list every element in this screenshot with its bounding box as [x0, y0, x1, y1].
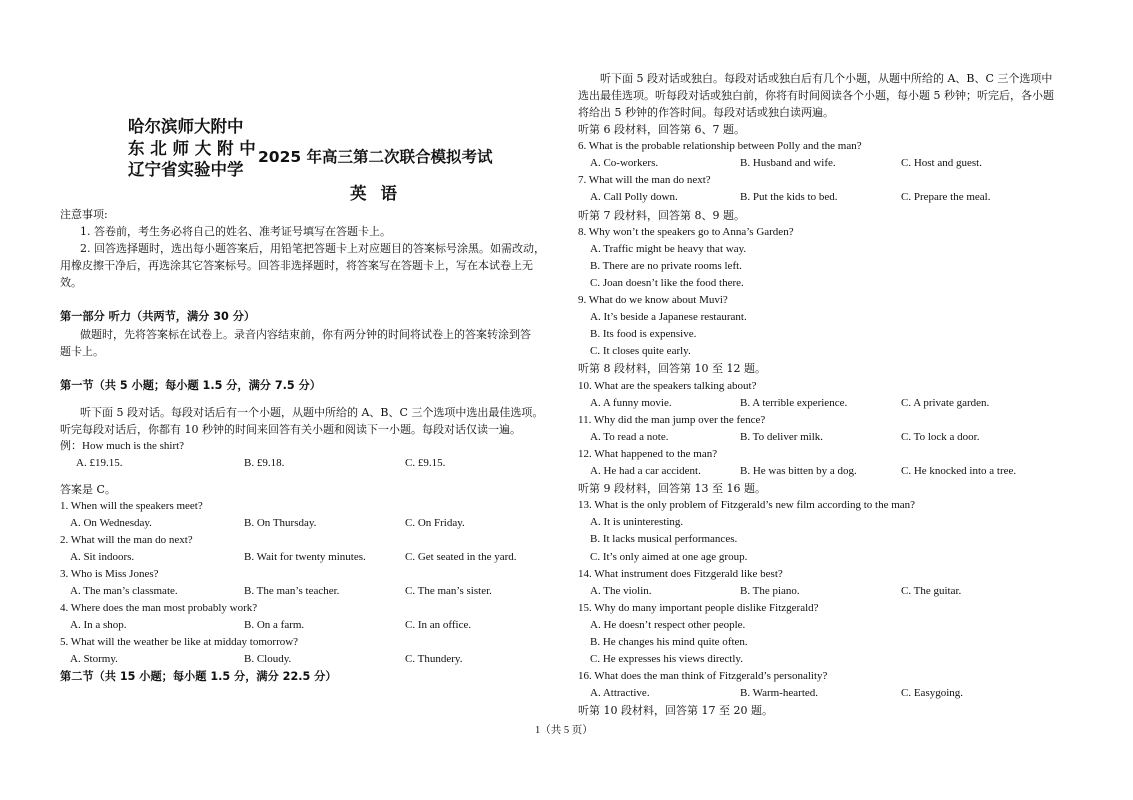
question-option: A. Co-workers. [590, 157, 659, 170]
question-option: C. The guitar. [901, 584, 962, 597]
question-option: A. Sit indoors. [70, 551, 135, 563]
question-option: C. A private garden. [901, 396, 990, 409]
question-stem: 11. Why did the man jump over the fence? [578, 413, 766, 426]
notice-item: 1. 答卷前，考生务必将自己的姓名、准考证号填写在答题卡上。 [80, 225, 391, 238]
example-answer: 答案是 C。 [60, 483, 116, 496]
section1-intro: 听完每段对话后，你都有 10 秒钟的时间来回答有关小题和阅读下一小题。每段对话仅读一遍。 [60, 423, 521, 436]
question-option: A. Call Polly down. [590, 191, 678, 204]
page-number: 1（共 5 页） [535, 725, 593, 736]
school-name: 哈尔滨师大附中 [128, 117, 244, 136]
question-option: A. In a shop. [70, 619, 127, 631]
question-stem: 9. What do we know about Muvi? [578, 294, 728, 306]
question-option: C. On Friday. [405, 517, 465, 529]
question-option: B. To deliver milk. [740, 430, 824, 443]
question-option: B. He changes his mind quite often. [590, 636, 748, 648]
question-option: A. It’s beside a Japanese restaurant. [590, 311, 747, 324]
notice-item: 效。 [60, 276, 82, 289]
question-option: C. It closes quite early. [590, 345, 691, 358]
question-stem: 16. What does the man think of Fitzgerald’s personality? [578, 670, 828, 683]
question-option: C. Get seated in the yard. [405, 551, 517, 563]
question-stem: 2. What will the man do next? [60, 534, 193, 546]
section-label: 听第 6 段材料，回答第 6、7 题。 [578, 123, 745, 136]
section1-heading: 第一节（共 5 小题；每小题 1.5 分，满分 7.5 分） [60, 379, 321, 392]
section2-intro: 选出最佳选项。听每段对话或独白前，你将有时间阅读各个小题，每小题 5 秒钟；听完后，各小题 [578, 89, 1054, 102]
question-stem: 3. Who is Miss Jones? [60, 568, 159, 580]
part1-intro: 题卡上。 [60, 345, 104, 358]
question-option: B. On Thursday. [244, 517, 317, 529]
question-option: C. Host and guest. [901, 157, 982, 170]
question-stem: 7. What will the man do next? [578, 174, 711, 187]
question-option: C. He knocked into a tree. [901, 465, 1017, 477]
exam-title: 2025 年高三第二次联合模拟考试 [258, 148, 493, 166]
question-option: C. The man’s sister. [405, 585, 492, 597]
section-label: 听第 9 段材料，回答第 13 至 16 题。 [578, 482, 766, 496]
question-option: A. The violin. [590, 584, 652, 597]
section-label: 听第 7 段材料，回答第 8、9 题。 [578, 208, 745, 222]
question-stem: 5. What will the weather be like at midday tomorrow? [60, 636, 299, 648]
question-option: A. Traffic might be heavy that way. [590, 242, 747, 255]
question-option: B. Its food is expensive. [590, 328, 697, 341]
part1-intro: 做题时，先将答案标在试卷上。录音内容结束前，你有两分钟的时间将试卷上的答案转涂到答 [80, 328, 531, 341]
question-option: A. Stormy. [70, 653, 118, 665]
notice-item: 2. 回答选择题时，选出每小题答案后，用铅笔把答题卡上对应题目的答案标号涂黑。如需改动， [80, 242, 545, 255]
question-stem: 4. Where does the man most probably work? [60, 602, 258, 614]
question-option: B. Wait for twenty minutes. [244, 551, 366, 563]
question-option: A. On Wednesday. [70, 517, 152, 529]
question-option: C. It’s only aimed at one age group. [590, 550, 748, 563]
question-option: A. Attractive. [590, 687, 650, 700]
question-option: A. A funny movie. [590, 396, 672, 409]
question-stem: 13. What is the only problem of Fitzgerald’s new film according to the man? [578, 499, 916, 512]
section-label: 听第 10 段材料，回答第 17 至 20 题。 [578, 704, 773, 718]
question-option: C. In an office. [405, 619, 472, 631]
school-name: 东 北 师 大 附 中 [128, 138, 256, 158]
example-question: 例：How much is the shirt? [60, 440, 185, 452]
question-option: A. He had a car accident. [590, 465, 701, 477]
question-option: A. He doesn’t respect other people. [590, 618, 746, 631]
question-option: A. To read a note. [590, 430, 669, 443]
question-option: B. Cloudy. [244, 653, 292, 665]
question-option: C. To lock a door. [901, 430, 980, 443]
example-option: C. £9.15. [405, 457, 446, 469]
section-label: 听第 8 段材料，回答第 10 至 12 题。 [578, 362, 766, 376]
question-option: B. There are no private rooms left. [590, 259, 742, 272]
question-option: C. Thundery. [405, 653, 463, 665]
question-option: B. Husband and wife. [740, 157, 836, 170]
section2-heading: 第二节（共 15 小题；每小题 1.5 分，满分 22.5 分） [60, 670, 337, 683]
question-option: A. The man’s classmate. [70, 585, 178, 597]
school-names [128, 116, 256, 181]
question-stem: 6. What is the probable relationship between Polly and the man? [578, 140, 862, 153]
question-option: C. Joan doesn’t like the food there. [590, 276, 744, 289]
question-option: C. Easygoing. [901, 687, 964, 700]
notice-item: 用橡皮擦干净后，再选涂其它答案标号。回答非选择题时，将答案写在答题卡上，写在本试卷上无 [60, 259, 533, 272]
example-option: B. £9.18. [244, 457, 285, 469]
question-option: B. On a farm. [244, 619, 305, 631]
section1-intro: 听下面 5 段对话。每段对话后有一个小题，从题中所给的 A、B、C 三个选项中选出最佳选项。 [80, 406, 544, 419]
question-stem: 14. What instrument does Fitzgerald like best? [578, 567, 783, 580]
question-stem: 12. What happened to the man? [578, 447, 718, 460]
question-stem: 8. Why won’t the speakers go to Anna’s Garden? [578, 225, 794, 238]
subject-title: 英语 [350, 184, 411, 203]
notice-heading: 注意事项: [60, 208, 108, 221]
question-option: B. A terrible experience. [740, 396, 848, 409]
section2-intro: 听下面 5 段对话或独白。每段对话或独白后有几个小题，从题中所给的 A、B、C 三个选项中 [600, 72, 1053, 85]
school-name: 辽宁省实验中学 [128, 160, 244, 179]
question-option: C. He expresses his views directly. [590, 653, 743, 666]
question-stem: 1. When will the speakers meet? [60, 500, 203, 512]
question-stem: 10. What are the speakers talking about? [578, 379, 757, 392]
part1-heading: 第一部分 听力（共两节，满分 30 分） [60, 310, 256, 323]
section2-intro: 将给出 5 秒钟的作答时间。每段对话或独白读两遍。 [578, 106, 834, 119]
question-option: B. It lacks musical performances. [590, 533, 738, 546]
question-option: B. He was bitten by a dog. [740, 465, 857, 477]
question-option: B. Put the kids to bed. [740, 191, 838, 204]
question-option: B. The man’s teacher. [244, 585, 340, 597]
question-stem: 15. Why do many important people dislike Fitzgerald? [578, 601, 819, 614]
question-option: B. The piano. [740, 584, 800, 597]
question-option: C. Prepare the meal. [901, 191, 991, 204]
example-option: A. £19.15. [76, 457, 123, 469]
question-option: B. Warm-hearted. [740, 687, 819, 700]
question-option: A. It is uninteresting. [590, 516, 684, 529]
